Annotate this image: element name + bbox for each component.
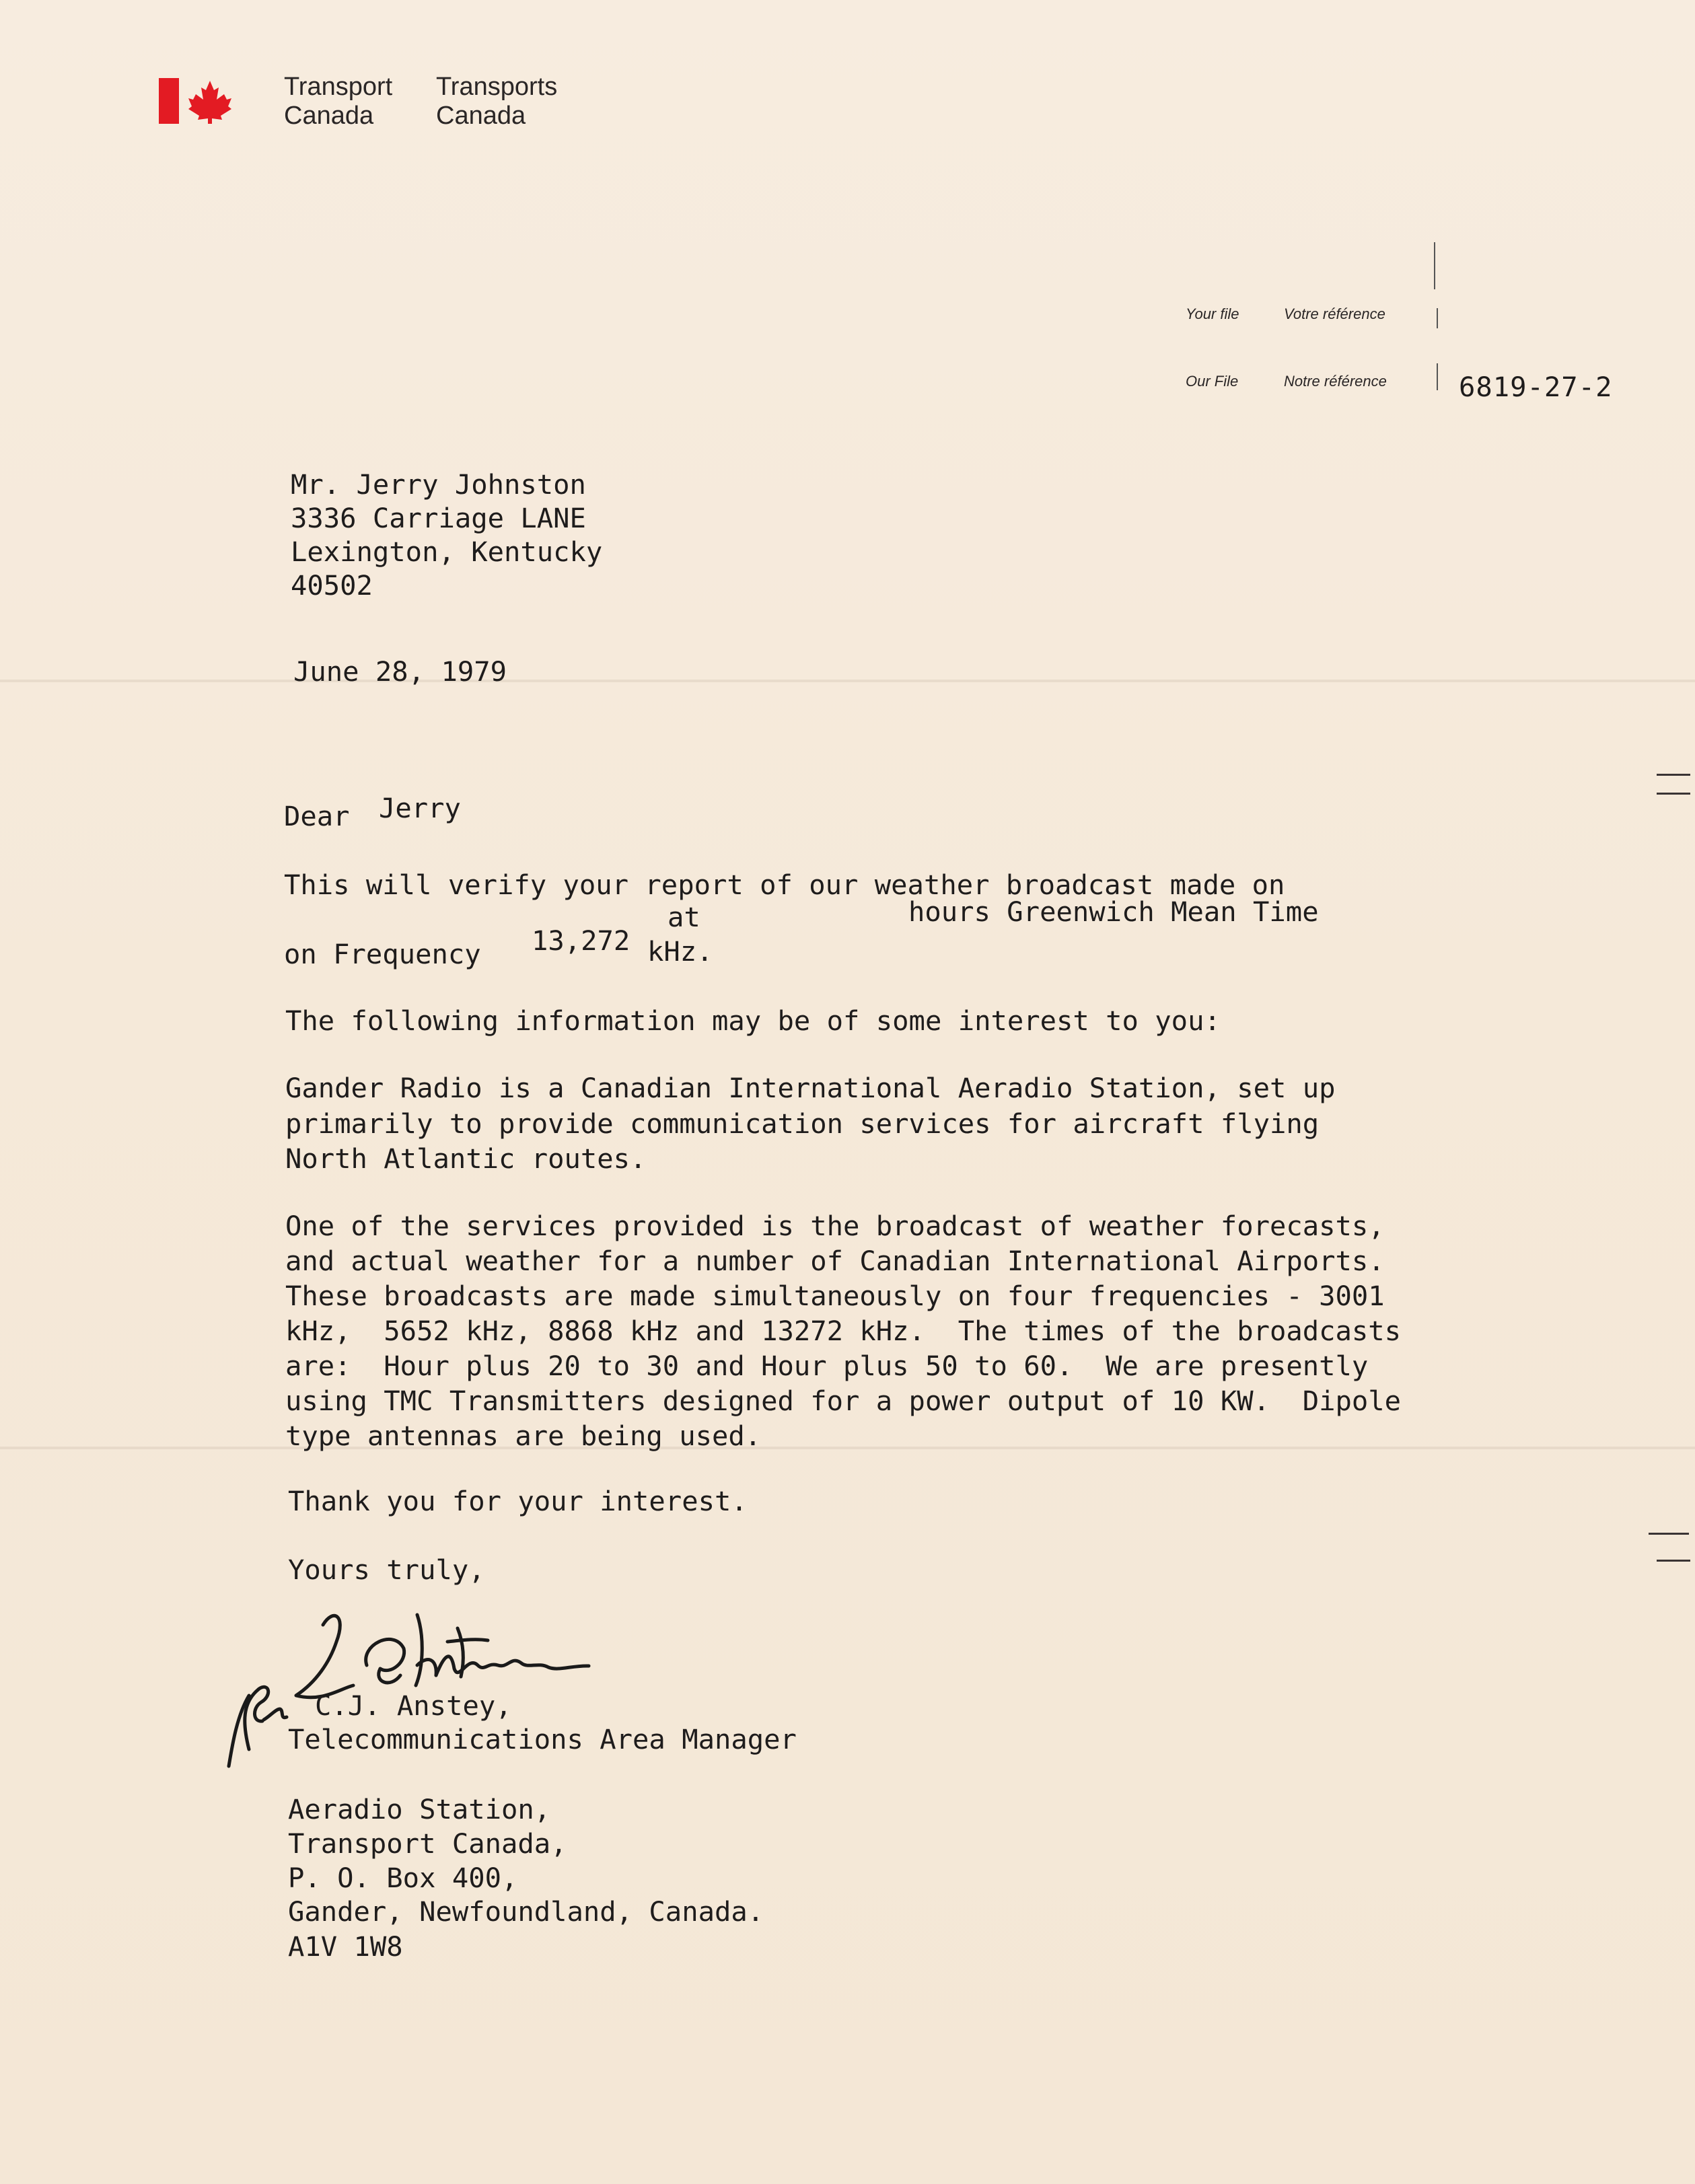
verification-frequency: 13,272 [532, 924, 630, 957]
thanks-paragraph: Thank you for your interest. [288, 1485, 748, 1517]
services-line: kHz, 5652 kHz, 8868 kHz and 13272 kHz. The times of the broadcasts [285, 1315, 1402, 1347]
verification-unit: kHz. [647, 935, 713, 968]
sender-address-line: Transport Canada, [288, 1827, 567, 1860]
edge-mark [1657, 793, 1690, 795]
edge-mark [1649, 1533, 1689, 1535]
letterhead-fr-line2: Canada [436, 102, 526, 130]
valediction: Yours truly, [288, 1554, 485, 1586]
letterhead-en-line1: Transport [284, 73, 393, 101]
services-line: type antennas are being used. [285, 1420, 762, 1452]
edge-mark [1657, 1560, 1690, 1562]
your-file-label-fr: Votre référence [1284, 305, 1385, 322]
sender-address-line: A1V 1W8 [288, 1930, 403, 1963]
fold-crease-bottom [0, 1447, 1695, 1449]
our-file-label-fr: Notre référence [1284, 373, 1387, 390]
gander-line: North Atlantic routes. [285, 1142, 647, 1175]
gander-line: primarily to provide communication services for aircraft flying [285, 1107, 1320, 1140]
reference-divider [1434, 242, 1435, 289]
reference-divider [1437, 363, 1438, 390]
intro-paragraph: The following information may be of some interest to you: [285, 1005, 1221, 1037]
fold-crease-top [0, 680, 1695, 682]
sender-address-line: P. O. Box 400, [288, 1862, 518, 1894]
our-file-label-en: Our File [1186, 373, 1239, 390]
recipient-city: Lexington, Kentucky [291, 536, 603, 568]
recipient-name: Mr. Jerry Johnston [291, 468, 586, 501]
sender-address-line: Gander, Newfoundland, Canada. [288, 1895, 764, 1928]
verification-on-frequency: on Frequency [284, 938, 481, 970]
edge-mark [1657, 774, 1690, 776]
letterhead-en-line2: Canada [284, 102, 374, 130]
our-file-number: 6819-27-2 [1459, 371, 1613, 403]
letter-date: June 28, 1979 [293, 655, 507, 688]
services-line: One of the services provided is the broadcast of weather forecasts, [285, 1210, 1385, 1242]
recipient-zip: 40502 [291, 569, 373, 602]
verification-line: This will verify your report of our weather broadcast made on [284, 869, 1285, 901]
gander-line: Gander Radio is a Canadian International Aeradio Station, set up [285, 1072, 1336, 1104]
canada-flag-icon [159, 78, 233, 124]
letterhead-french [436, 73, 557, 131]
recipient-street: 3336 Carriage LANE [291, 502, 586, 534]
reference-divider [1437, 308, 1438, 328]
salutation-name: Jerry [379, 792, 461, 824]
salutation-dear: Dear [284, 800, 350, 832]
letterhead-english [284, 73, 392, 131]
your-file-label-en: Your file [1186, 305, 1239, 322]
verification-at: at [668, 901, 700, 933]
letterhead-fr-line1: Transports [436, 73, 558, 101]
verification-hours: hours Greenwich Mean Time [908, 896, 1319, 928]
signer-title: Telecommunications Area Manager [288, 1723, 797, 1755]
services-line: are: Hour plus 20 to 30 and Hour plus 50 to 60. We are presently [285, 1350, 1369, 1382]
sender-address-line: Aeradio Station, [288, 1793, 551, 1825]
services-line: and actual weather for a number of Canadian International Airports. [285, 1245, 1385, 1277]
signer-name: C.J. Anstey, [315, 1689, 512, 1722]
services-line: These broadcasts are made simultaneously on four frequencies - 3001 [285, 1280, 1385, 1312]
services-line: using TMC Transmitters designed for a power output of 10 KW. Dipole [285, 1385, 1402, 1417]
